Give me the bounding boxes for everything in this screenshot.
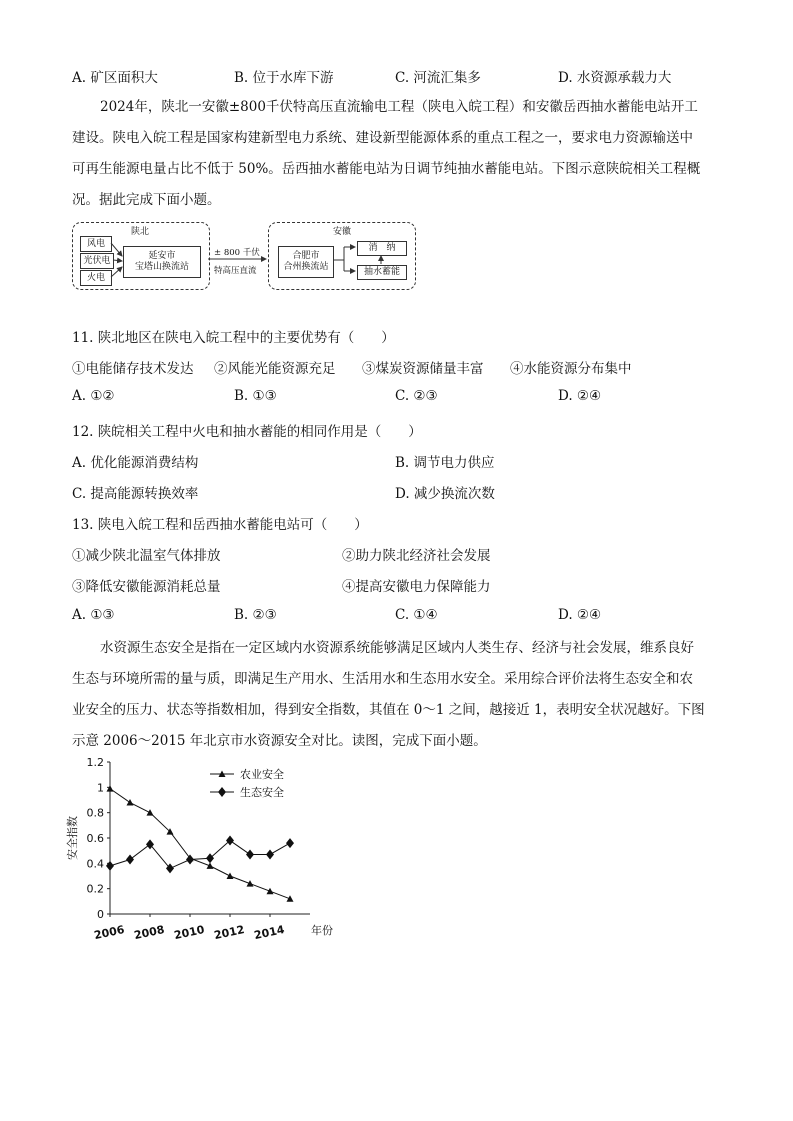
agri-point [227, 873, 234, 880]
q12-option-a: A. 优化能源消费结构 [72, 455, 199, 471]
y-tick-label: 0.4 [86, 857, 104, 871]
q12-options-row2 [72, 482, 732, 502]
q11-item-4: ④水能资源分布集中 [510, 361, 632, 377]
source-thermal-label: 火电 [86, 272, 105, 283]
y-axis-label: 安全指数 [66, 816, 79, 860]
q11-item-3: ③煤炭资源储量丰富 [362, 361, 484, 377]
q11-stem [72, 326, 732, 346]
q13-option-a: A. ①③ [72, 607, 115, 623]
left-station-name: 宝塔山换流站 [134, 262, 189, 272]
passage-line: 2024年，陕北一安徽±800千伏特高压直流输电工程（陕电入皖工程）和安徽岳西抽水蓄能电站开工 [100, 99, 698, 115]
agri-point [127, 799, 134, 806]
q11-options [72, 388, 732, 408]
y-tick-label: 0.2 [86, 882, 104, 896]
q11-stem-text: 11. 陕北地区在陕电入皖工程中的主要优势有（ ） [72, 330, 395, 346]
passage-line: 生态与环境所需的量与质，即满足生产用水、生活用水和生态用水安全。采用综合评价法将生态安全和农 [72, 671, 693, 687]
series-line-1 [110, 789, 290, 899]
anhui-title: 安徽 [333, 227, 352, 237]
pumped-storage-label: 抽水蓄能 [363, 267, 400, 277]
q12-stem [72, 420, 732, 440]
diagram-arrows [0, 0, 793, 300]
source-wind-label: 风电 [86, 238, 105, 249]
eco-point [266, 849, 274, 859]
q13-option-b: B. ②③ [234, 607, 277, 623]
legend-label: 农业安全 [240, 768, 284, 781]
q13-item-4: ④提高安徽电力保障能力 [342, 579, 491, 595]
series-line-2 [110, 841, 290, 869]
passage-water-security [72, 633, 724, 757]
q13-item-3: ③降低安徽能源消耗总量 [72, 579, 221, 595]
agri-point [287, 895, 294, 902]
passage-line: 况。据此完成下面小题。 [72, 192, 221, 208]
agri-point [107, 785, 114, 792]
right-station-name: 合州换流站 [283, 262, 329, 272]
q13-items-row2 [72, 575, 732, 595]
y-tick-label: 0.6 [86, 832, 104, 845]
q12-stem-text: 12. 陕皖相关工程中火电和抽水蓄能的相同作用是（ ） [72, 424, 422, 440]
eco-point [206, 853, 214, 863]
transmission-voltage: ± 800 千伏 [214, 248, 260, 258]
y-tick-label: 0.8 [86, 806, 104, 820]
consumption-label: 消 纳 [368, 243, 396, 253]
eco-point [286, 838, 294, 848]
q11-option-d: D. ②④ [558, 388, 602, 404]
x-tick-label: 2012 [212, 923, 246, 943]
y-tick-label: 1 [97, 781, 104, 795]
water-security-chart [60, 752, 360, 944]
passage-line: 示意 2006～2015 年北京市水资源安全对比。读图，完成下面小题。 [72, 733, 487, 749]
source-solar-label: 光伏电 [83, 255, 111, 266]
legend-marker [218, 787, 226, 797]
q12-option-d: D. 减少换流次数 [395, 486, 495, 502]
left-station-city: 延安市 [148, 251, 176, 261]
right-station-city: 合肥市 [292, 251, 320, 261]
q12-options-row1 [72, 451, 732, 471]
q10-option-a: A. 矿区面积大 [72, 70, 158, 86]
q13-option-d: D. ②④ [558, 607, 602, 623]
eco-point [246, 849, 254, 859]
q11-item-2: ②风能光能资源充足 [214, 361, 336, 377]
x-tick-label: 2006 [92, 923, 126, 943]
passage-line: 可再生能源电量占比不低于 50%。岳西抽水蓄能电站为日调节纯抽水蓄能电站。下图示意陕皖相关工程概 [72, 161, 701, 177]
x-tick-label: 2014 [252, 923, 286, 943]
q13-stem [72, 513, 732, 533]
passage-line: 建设。陕电入皖工程是国家构建新型电力系统、建设新型能源体系的重点工程之一，要求电力资源输送中 [72, 130, 693, 146]
x-tick-label: 2010 [172, 923, 206, 943]
y-tick-label: 1.2 [86, 756, 104, 769]
legend-label: 生态安全 [240, 786, 284, 799]
agri-point [207, 862, 214, 869]
agri-point [247, 880, 254, 887]
passage-line: 业安全的压力、状态等指数相加，得到安全指数，其值在 0～1 之间，越接近 1，表明安全状况越好。下图 [72, 702, 705, 718]
x-axis-label: 年份 [311, 924, 333, 937]
q13-stem-text: 13. 陕电入皖工程和岳西抽水蓄能电站可（ ） [72, 517, 368, 533]
q11-option-c: C. ②③ [395, 388, 438, 404]
q11-items [72, 357, 732, 377]
q13-items-row1 [72, 544, 732, 564]
passage-line: 水资源生态安全是指在一定区域内水资源系统能够满足区域内人类生存、经济与社会发展，维系良好 [100, 640, 694, 656]
q11-option-b: B. ①③ [234, 388, 277, 404]
eco-point [106, 861, 114, 871]
q10-option-d: D. 水资源承载力大 [558, 70, 672, 86]
q13-options [72, 607, 732, 627]
agri-point [147, 809, 154, 816]
agri-point [267, 888, 274, 895]
q13-item-2: ②助力陕北经济社会发展 [342, 548, 491, 564]
q11-item-1: ①电能储存技术发达 [72, 361, 194, 377]
q10-option-c: C. 河流汇集多 [395, 70, 481, 86]
eco-point [126, 855, 134, 865]
eco-point [226, 836, 234, 846]
q13-item-1: ①减少陕北温室气体排放 [72, 548, 221, 564]
q10-option-b: B. 位于水库下游 [234, 70, 334, 86]
q12-option-b: B. 调节电力供应 [395, 455, 495, 471]
q13-option-c: C. ①④ [395, 607, 438, 623]
q11-option-a: A. ①② [72, 388, 115, 404]
y-tick-label: 0 [97, 908, 104, 921]
x-tick-label: 2008 [132, 923, 166, 943]
eco-point [186, 855, 194, 865]
shaanbei-title: 陕北 [131, 227, 150, 237]
q12-option-c: C. 提高能源转换效率 [72, 486, 199, 502]
transmission-type: 特高压直流 [214, 266, 257, 276]
